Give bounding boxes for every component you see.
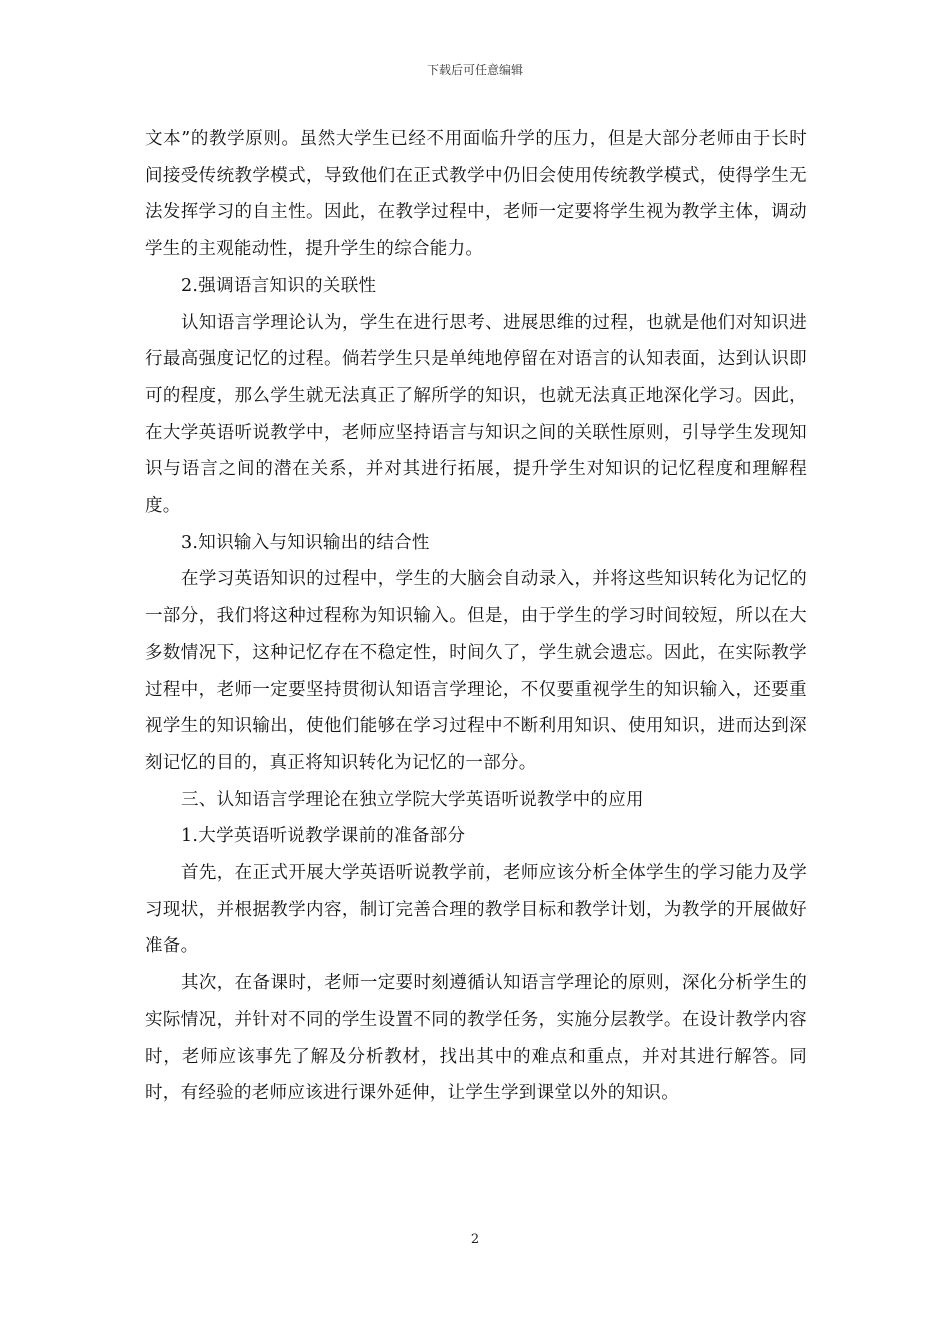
paragraph-second: 其次，在备课时，老师一定要时刻遵循认知语言学理论的原则，深化分析学生的实际情况，并针对不同的学生设置不同的教学任务，实施分层教学。在设计教学内容时，老师应该事先了解及分析教材，找出其中的难点和重点，并对其进行解答。同时，有经验的老师应该进行课外延伸，让学生学到课堂以外的知识。 bbox=[145, 973, 807, 1104]
page-number: 2 bbox=[470, 1232, 480, 1247]
document-body bbox=[145, 121, 807, 1112]
subheading-input-output: 3.知识输入与知识输出的结合性 bbox=[181, 532, 430, 553]
section-heading-application: 三、认知语言学理论在独立学院大学英语听说教学中的应用 bbox=[181, 789, 644, 810]
page-header: 下载后可任意编辑 bbox=[426, 63, 523, 77]
paragraph-continuation: 文本”的教学原则。虽然大学生已经不用面临升学的压力，但是大部分老师由于长时间接受传统教学模式，导致他们在正式教学中仍旧会使用传统教学模式，使得学生无法发挥学习的自主性。因此，在教学过程中，老师一定要将学生视为教学主体，调动学生的主观能动性，提升学生的综合能力。 bbox=[145, 129, 807, 260]
paragraph-knowledge-input: 在学习英语知识的过程中，学生的大脑会自动录入，并将这些知识转化为记忆的一部分，我们将这种过程称为知识输入。但是，由于学生的学习时间较短，所以在大多数情况下，这种记忆存在不稳定性，时间久了，学生就会遗忘。因此，在实际教学过程中，老师一定要坚持贯彻认知语言学理论，不仅要重视学生的知识输入，还要重视学生的知识输出，使他们能够在学习过程中不断利用知识、使用知识，进而达到深刻记忆的目的，真正将知识转化为记忆的一部分。 bbox=[145, 569, 807, 773]
subheading-preparation: 1.大学英语听说教学课前的准备部分 bbox=[181, 826, 466, 847]
paragraph-cognitive-theory: 认知语言学理论认为，学生在进行思考、进展思维的过程，也就是他们对知识进行最高强度记忆的过程。倘若学生只是单纯地停留在对语言的认知表面，达到认识即可的程度，那么学生就无法真正了解所学的知识，也就无法真正地深化学习。因此，在大学英语听说教学中，老师应坚持语言与知识之间的关联性原则，引导学生发现知识与语言之间的潜在关系，并对其进行拓展，提升学生对知识的记忆程度和理解程度。 bbox=[145, 312, 807, 517]
paragraph-first: 首先，在正式开展大学英语听说教学前，老师应该分析全体学生的学习能力及学习现状，并根据教学内容，制订完善合理的教学目标和教学计划，为教学的开展做好准备。 bbox=[145, 863, 807, 957]
subheading-language-knowledge-relevance: 2.强调语言知识的关联性 bbox=[181, 275, 377, 296]
